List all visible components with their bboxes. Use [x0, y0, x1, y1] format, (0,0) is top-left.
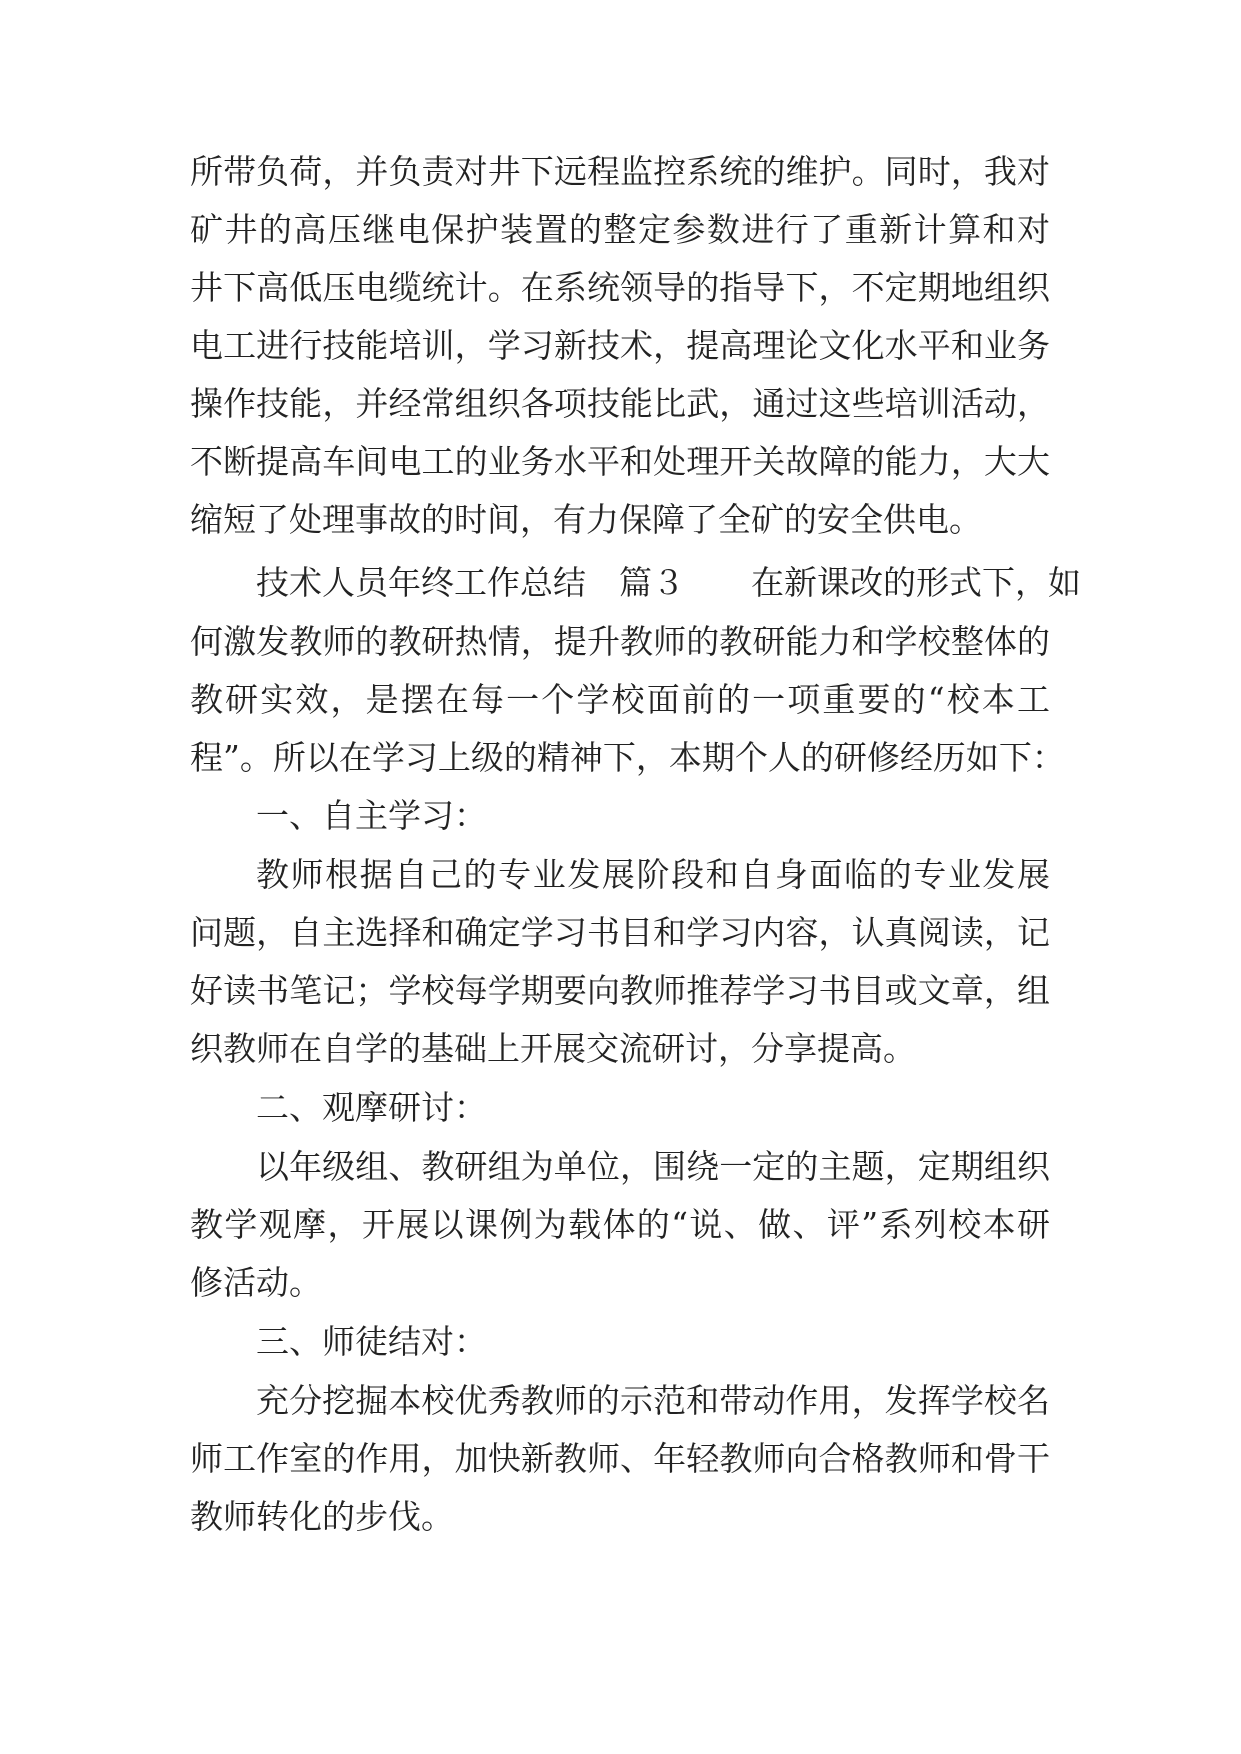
subheading-line: 三、师徒结对： — [256, 1322, 487, 1361]
paragraph-line: 充分挖掘本校优秀教师的示范和带动作用，发挥学校名 — [256, 1381, 1050, 1420]
paragraph-line: 以年级组、教研组为单位，围绕一定的主题，定期组织 — [256, 1147, 1050, 1186]
paragraph-line: 缩短了处理事故的时间，有力保障了全矿的安全供电。 — [190, 500, 982, 539]
paragraph-line: 教学观摩，开展以课例为载体的“说、做、评”系列校本研 — [190, 1205, 1050, 1244]
paragraph-line: 修活动。 — [190, 1263, 322, 1302]
paragraph-line: 电工进行技能培训，学习新技术，提高理论文化水平和业务 — [190, 326, 1050, 365]
subheading-line: 二、观摩研讨： — [256, 1088, 487, 1127]
paragraph-line: 教师根据自己的专业发展阶段和自身面临的专业发展 — [256, 855, 1050, 894]
paragraph-line: 问题，自主选择和确定学习书目和学习内容，认真阅读，记 — [190, 913, 1050, 952]
paragraph-line: 所带负荷，并负责对井下远程监控系统的维护。同时，我对 — [190, 152, 1050, 191]
paragraph-line: 程”。所以在学习上级的精神下，本期个人的研修经历如下： — [190, 738, 1065, 777]
paragraph-line: 操作技能，并经常组织各项技能比武，通过这些培训活动， — [190, 384, 1050, 423]
section-heading-line: 技术人员年终工作总结 篇３ 在新课改的形式下，如 — [256, 563, 1081, 602]
subheading-line: 一、自主学习： — [256, 796, 487, 835]
paragraph-line: 师工作室的作用，加快新教师、年轻教师向合格教师和骨干 — [190, 1439, 1050, 1478]
paragraph-line: 好读书笔记；学校每学期要向教师推荐学习书目或文章，组 — [190, 971, 1050, 1010]
paragraph-line: 不断提高车间电工的业务水平和处理开关故障的能力，大大 — [190, 442, 1050, 481]
paragraph-line: 何激发教师的教研热情，提升教师的教研能力和学校整体的 — [190, 622, 1050, 661]
paragraph-line: 矿井的高压继电保护装置的整定参数进行了重新计算和对 — [190, 210, 1050, 249]
paragraph-line: 教研实效，是摆在每一个学校面前的一项重要的“校本工 — [190, 680, 1050, 719]
paragraph-line: 教师转化的步伐。 — [190, 1497, 454, 1536]
paragraph-line: 井下高低压电缆统计。在系统领导的指导下，不定期地组织 — [190, 268, 1050, 307]
paragraph-line: 织教师在自学的基础上开展交流研讨，分享提高。 — [190, 1029, 916, 1068]
